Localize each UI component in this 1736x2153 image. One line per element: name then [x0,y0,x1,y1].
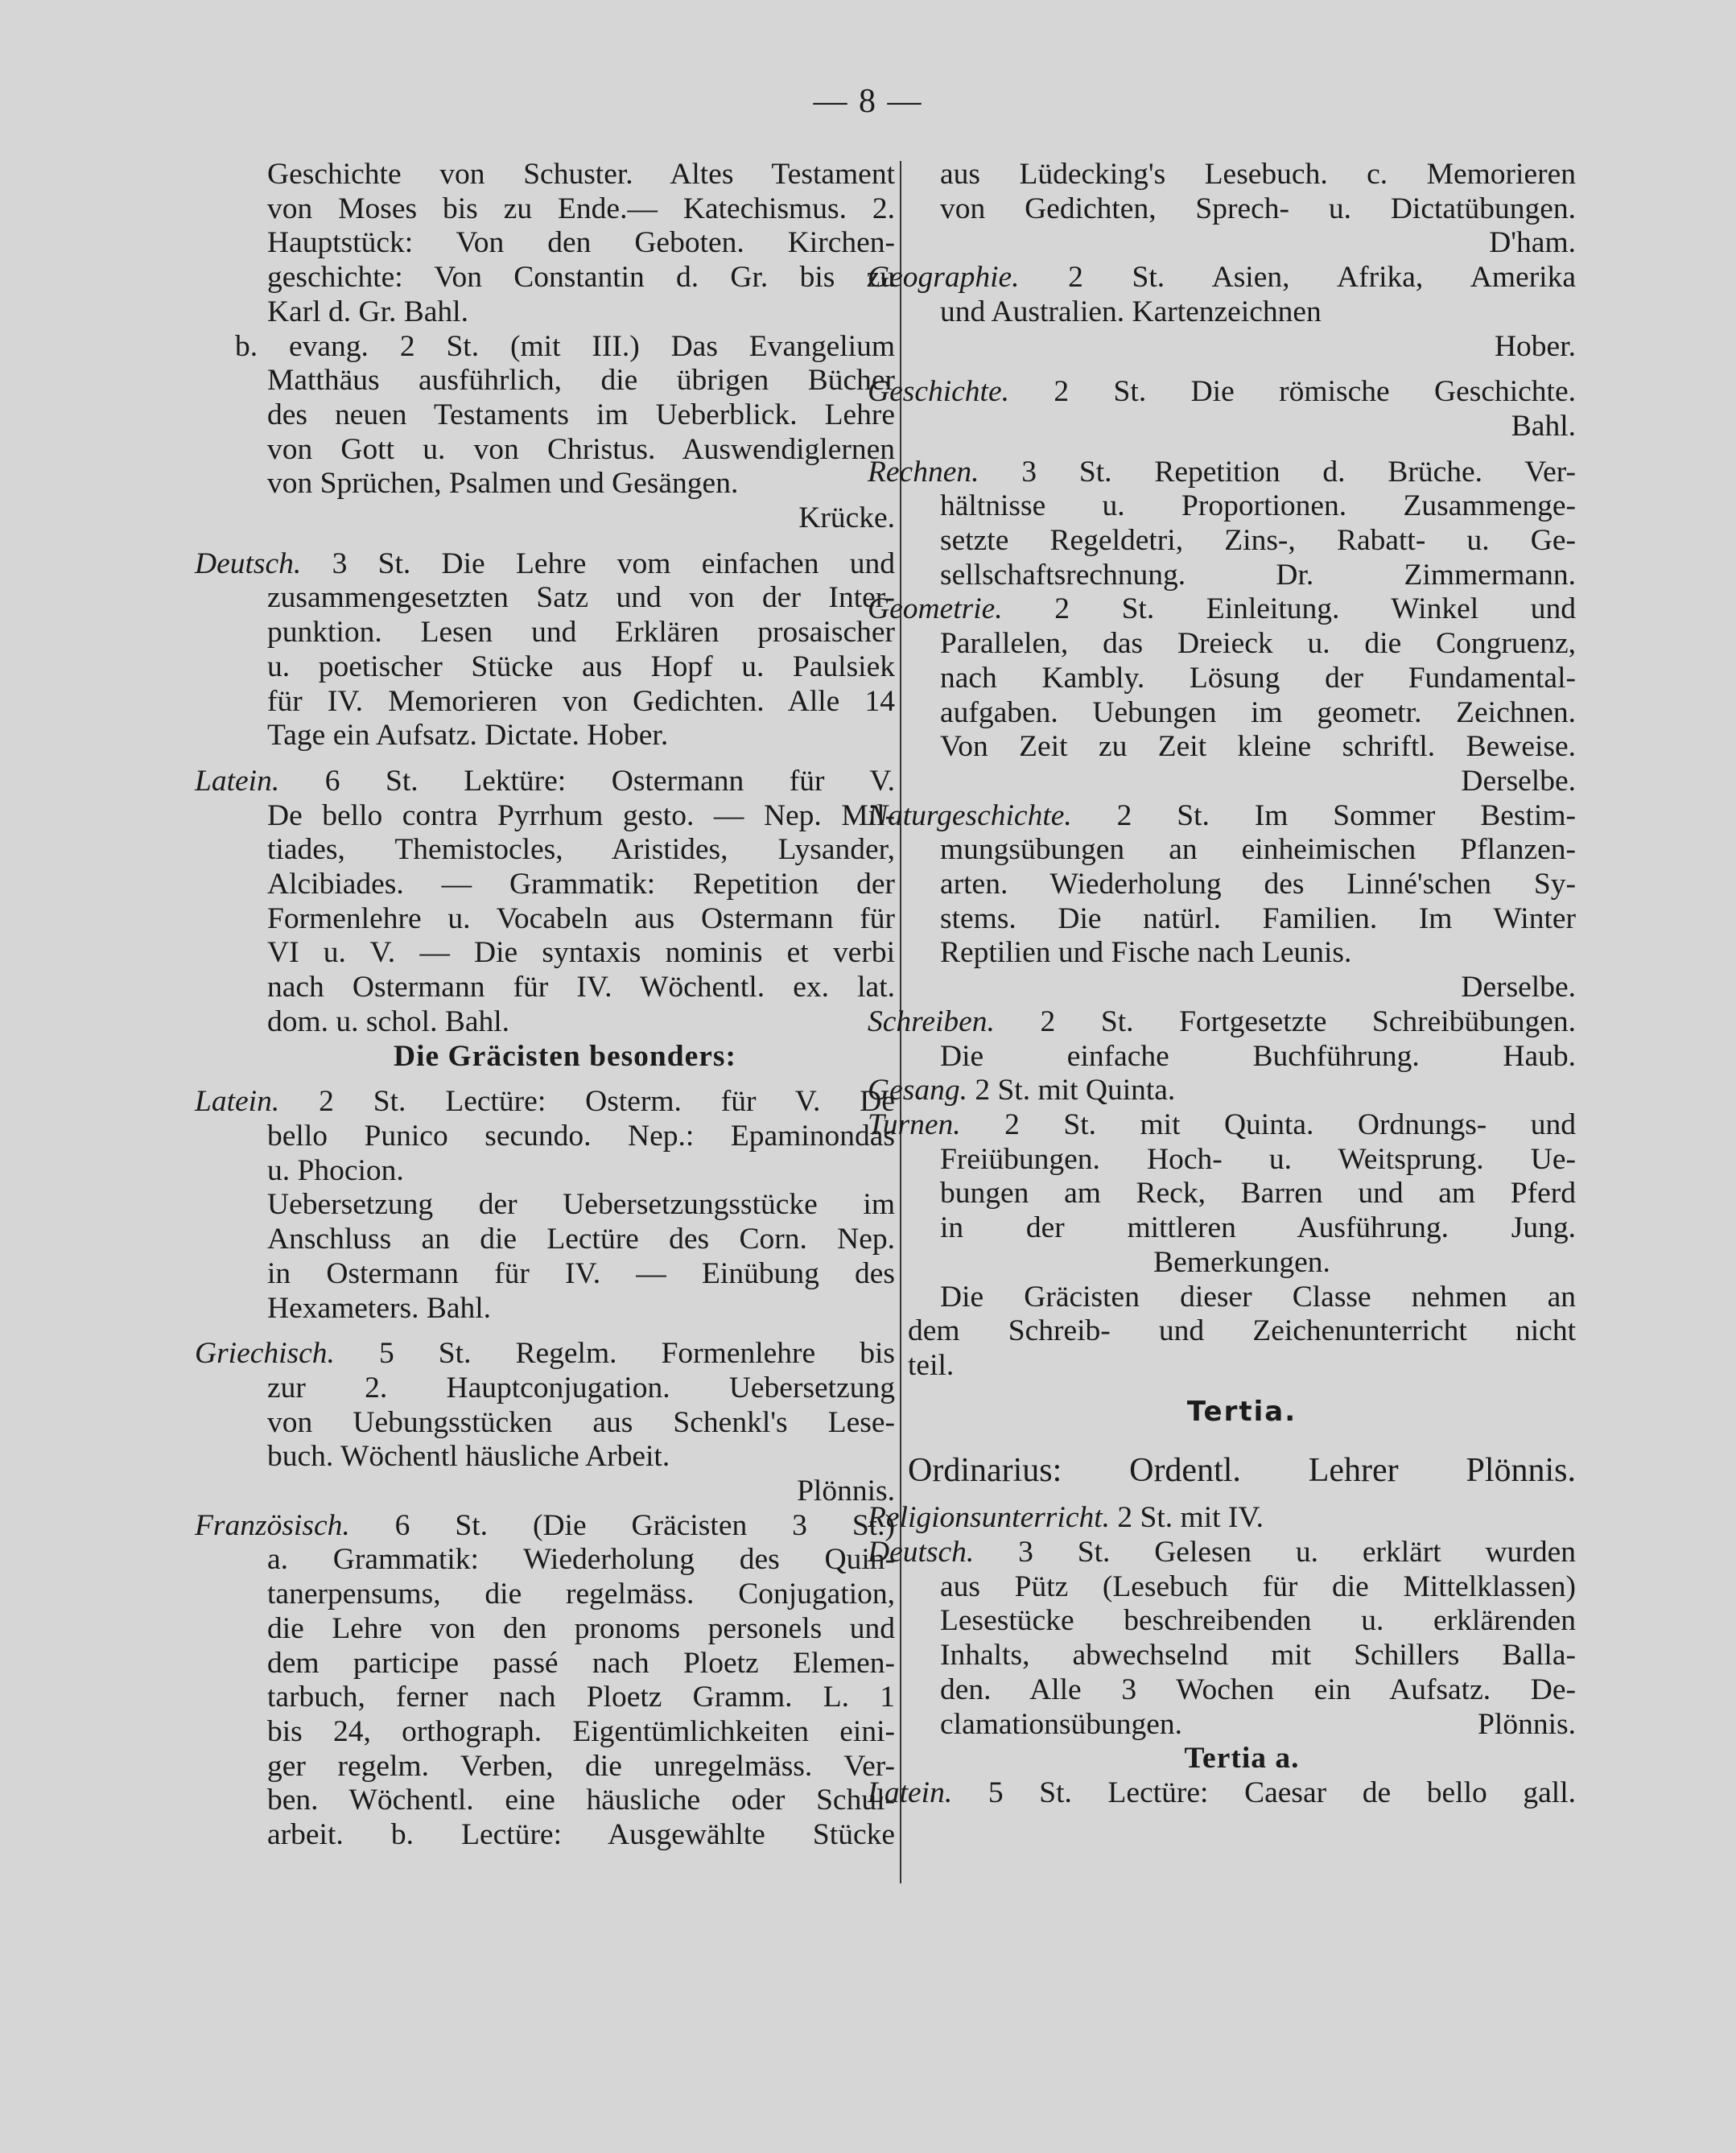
right-column-line [868,1501,1576,1536]
left-column-line: des neuen Testaments im Ueberblick. Lehre [267,398,895,431]
left-column-line: ger regelm. Verben, die unregelmäss. Ver- [267,1749,895,1783]
right-column-line [868,375,1576,410]
left-column-line: geschichte: Von Constantin d. Gr. bis zu [267,261,895,295]
left-column-line [195,1085,895,1120]
right-column-line: Bahl. [1511,409,1576,443]
left-column-line: bello Punico secundo. Nep.: Epaminondas [267,1119,895,1153]
left-column-line: De bello contra Pyrrhum gesto. — Nep. Mil- [267,798,895,832]
right-column-line: bungen am Reck, Barren und am Pferd [940,1177,1576,1211]
right-column-line: aus Pütz (Lesebuch für die Mittelklassen) [940,1569,1576,1603]
subject-text: 6 St. Lektüre: Ostermann für V. [279,764,895,798]
right-column-line: clamationsübungen. Plönnis. [940,1707,1576,1741]
left-column-line: tarbuch, ferner nach Ploetz Gramm. L. 1 [267,1681,895,1714]
left-column-line: Formenlehre u. Vocabeln aus Ostermann für [267,901,895,935]
right-column-line: Derselbe. [1461,971,1576,1004]
subject-text: 2 St. Lectüre: Osterm. für V. De [279,1085,895,1119]
right-column-line: von Gedichten, Sprech- u. Dictatübungen. [940,192,1576,225]
left-column-line: Alcibiades. — Grammatik: Repetition der [267,868,895,901]
right-column-line: dem Schreib- und Zeichenunterricht nicht [908,1314,1576,1348]
right-column-line: sellschaftsrechnung. Dr. Zimmermann. [940,558,1576,592]
left-column-line: bis 24, orthograph. Eigentümlichkeiten eini- [267,1714,895,1748]
right-column-line [868,261,1576,295]
left-column-line: Hexameters. Bahl. [267,1291,492,1325]
right-column-line: Von Zeit zu Zeit kleine schriftl. Beweise. [940,730,1576,764]
subject-heading: Geographie. [868,261,1020,295]
subject-heading: Latein. [195,764,280,798]
left-column-line: zusammengesetzten Satz und von der Inter- [267,581,895,615]
subject-heading: Französisch. [195,1508,350,1542]
subject-text: 2 St. mit Quinta. [967,1074,1176,1107]
left-column-line [235,753,895,765]
left-column-line [195,1509,895,1544]
left-column-line [195,765,895,799]
right-column-line [868,799,1576,834]
left-column-line: zur 2. Hauptconjugation. Uebersetzung [267,1371,895,1404]
left-column-line: tiades, Themistocles, Aristides, Lysander, [267,833,895,867]
left-column-line: punktion. Lesen und Erklären prosaischer [267,616,895,650]
left-column-line: Die Gräcisten besonders: [393,1039,737,1073]
left-column-line: von Uebungsstücken aus Schenkl's Lese- [267,1405,895,1439]
left-column-line: a. Grammatik: Wiederholung des Quin- [267,1543,895,1577]
right-column-line: Inhalts, abwechselnd mit Schillers Balla- [940,1639,1576,1672]
left-column-line: Geschichte von Schuster. Altes Testament [267,158,895,191]
subject-heading: Latein. [868,1776,953,1809]
right-column-line: stems. Die natürl. Familien. Im Winter [940,901,1576,935]
subject-heading: Religionsunterricht. [868,1501,1111,1535]
right-column-line [868,1108,1576,1143]
subject-text: 2 St. Fortgesetzte Schreibübungen. [994,1004,1576,1038]
left-column-line: von Sprüchen, Psalmen und Gesängen. [267,467,739,501]
left-column-line: in Ostermann für IV. — Einübung des [267,1256,895,1290]
left-column-line: b. evang. 2 St. (mit III.) Das Evangelium [235,329,895,363]
left-column-line: buch. Wöchentl häusliche Arbeit. [267,1440,670,1474]
subject-text: 2 St. Einleitung. Winkel und [1002,592,1576,626]
right-column-line [868,1776,1576,1811]
right-column-line: Tertia. [1186,1395,1297,1428]
right-column-line [908,444,1576,456]
subject-text: 5 St. Lectüre: Caesar de bello gall. [952,1776,1576,1809]
subject-text: 3 St. Die Lehre vom einfachen und [301,546,895,580]
left-column-line: Uebersetzung der Uebersetzungsstücke im [267,1188,895,1222]
right-column-line [908,1429,1576,1440]
right-column-line: setzte Regeldetri, Zins-, Rabatt- u. Ge- [940,524,1576,558]
right-column-line: mungsübungen an einheimischen Pflanzen- [940,833,1576,867]
subject-heading: Turnen. [868,1107,961,1141]
right-column-line: teil. [908,1348,955,1382]
right-column-line: nach Kambly. Lösung der Fundamental- [940,661,1576,695]
right-column-line: Tertia a. [1184,1742,1300,1776]
left-column-line [195,1337,895,1371]
subject-heading: Rechnen. [868,455,979,489]
right-column-line: Parallelen, das Dreieck u. die Congruenz, [940,627,1576,661]
left-column-line: Tage ein Aufsatz. Dictate. Hober. [267,719,669,753]
right-column-line: aufgaben. Uebungen im geometr. Zeichnen. [940,695,1576,729]
left-column-line: dom. u. schol. Bahl. [267,1004,510,1038]
left-column-line: VI u. V. — Die syntaxis nominis et verbi [267,936,895,970]
left-column-line: ben. Wöchentl. eine häusliche oder Schul- [267,1784,895,1817]
subject-heading: Deutsch. [195,546,302,580]
left-column-line: u. poetischer Stücke aus Hopf u. Paulsiek [267,650,895,683]
left-column-line: Karl d. Gr. Bahl. [267,295,468,328]
right-column-line: aus Lüdecking's Lesebuch. c. Memorieren [940,158,1576,191]
right-column-line [868,456,1576,490]
left-column-line: die Lehre von den pronoms personels und [267,1611,895,1645]
right-column-line: D'ham. [1489,226,1576,260]
left-column-line: Krücke. [798,501,895,535]
left-column-line: u. Phocion. [267,1153,404,1187]
right-column-line: Die Gräcisten dieser Classe nehmen an [940,1280,1576,1314]
right-column-line [908,1384,1576,1395]
page-number: — 8 — [813,83,923,120]
subject-text: 5 St. Regelm. Formenlehre bis [334,1337,895,1371]
right-column-line: Bemerkungen. [1153,1245,1330,1279]
left-column-line: nach Ostermann für IV. Wöchentl. ex. lat. [267,971,895,1004]
right-column-line [868,1536,1576,1570]
left-column-line: tanerpensums, die regelmäss. Conjugation, [267,1578,895,1611]
left-column-line: Plönnis. [797,1475,895,1508]
subject-heading: Naturgeschichte. [868,798,1072,832]
right-column-line: Lesestücke beschreibenden u. erklärenden [940,1604,1576,1638]
subject-heading: Schreiben. [868,1004,995,1038]
left-column [195,158,895,1853]
subject-text: 3 St. Repetition d. Brüche. Ver- [979,455,1576,489]
right-column-line: Derselbe. [1461,764,1576,798]
right-column-line: Reptilien und Fische nach Leunis. [940,936,1352,970]
left-column-line [235,1074,895,1085]
left-column-line: Matthäus ausführlich, die übrigen Bücher [267,364,895,398]
right-column-line [868,592,1576,627]
subject-text: 2 St. mit IV. [1110,1501,1264,1535]
subject-text: 2 St. mit Quinta. Ordnungs- und [960,1107,1576,1141]
right-column-line: den. Alle 3 Wochen ein Aufsatz. De- [940,1672,1576,1706]
left-column-line [235,1326,895,1337]
left-column-line: für IV. Memorieren von Gedichten. Alle 14 [267,684,895,718]
right-column-line: Hober. [1494,329,1576,363]
subject-heading: Deutsch. [868,1536,975,1569]
right-column-line: arten. Wiederholung des Linné'schen Sy- [940,868,1576,901]
subject-heading: Latein. [195,1085,280,1119]
subject-heading: Gesang. [868,1074,967,1107]
left-column-line: dem participe passé nach Ploetz Elemen- [267,1646,895,1680]
right-column-line [868,1005,1576,1040]
left-column-line: Hauptstück: Von den Geboten. Kirchen- [267,226,895,260]
left-column-line: arbeit. b. Lectüre: Ausgewählte Stücke [267,1818,895,1852]
subject-heading: Geschichte. [868,375,1009,409]
subject-text: 6 St. (Die Gräcisten 3 St.) [349,1508,895,1542]
left-column-line: von Gott u. von Christus. Auswendiglernen [267,432,895,466]
right-column-line: und Australien. Kartenzeichnen [940,295,1322,328]
subject-text: 2 St. Asien, Afrika, Amerika [1019,261,1576,295]
right-column-line [908,364,1576,375]
right-column-line: Ordinarius: Ordentl. Lehrer Plönnis. [908,1452,1576,1490]
left-column-line: von Moses bis zu Ende.— Katechismus. 2. [267,192,895,225]
subject-heading: Geometrie. [868,592,1003,626]
subject-text: 2 St. Die römische Geschichte. [1008,375,1576,409]
left-column-line [235,536,895,547]
right-column-line: in der mittleren Ausführung. Jung. [940,1211,1576,1245]
right-column-line [868,1074,1576,1108]
right-column-line: Die einfache Buchführung. Haub. [940,1039,1576,1073]
right-column-line: hältnisse u. Proportionen. Zusammenge- [940,489,1576,523]
subject-text: 2 St. Im Sommer Bestim- [1071,798,1576,832]
subject-text: 3 St. Gelesen u. erklärt wurden [974,1536,1576,1569]
subject-heading: Griechisch. [195,1337,335,1371]
right-column [868,158,1576,1811]
left-column-line: Anschluss an die Lectüre des Corn. Nep. [267,1223,895,1256]
right-column-line: Freiübungen. Hoch- u. Weitsprung. Ue- [940,1142,1576,1176]
left-column-line [195,547,895,582]
